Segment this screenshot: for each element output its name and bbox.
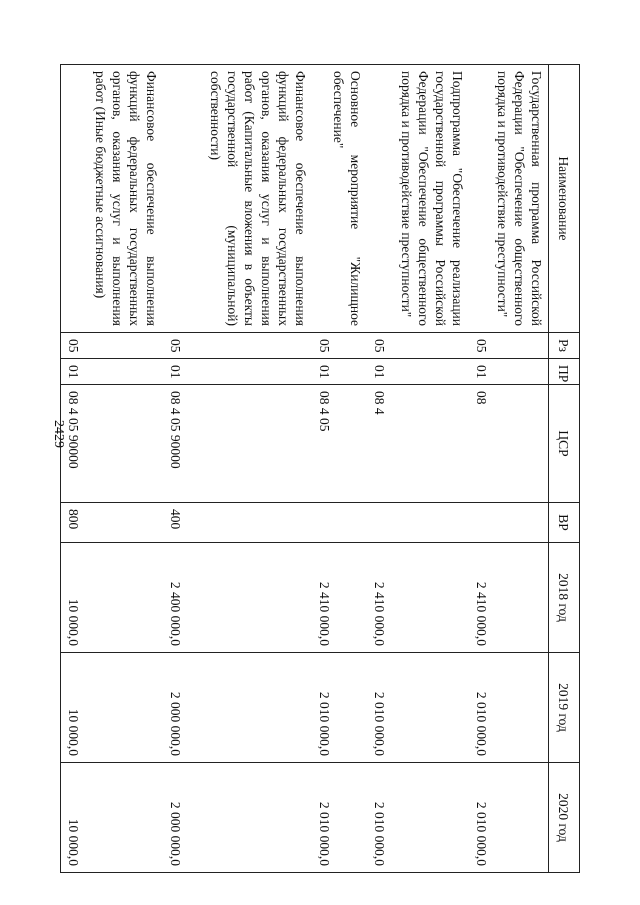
row-2019: 10 000,0 <box>61 653 164 763</box>
row-rz: 05 <box>312 333 367 359</box>
row-name: Основное мероприятие "Жилищное обеспечение" <box>312 65 367 333</box>
header-pr: ПР <box>549 359 580 385</box>
row-pr: 01 <box>469 359 548 385</box>
row-2019: 2 000 000,0 <box>163 653 312 763</box>
header-2018: 2018 год <box>549 543 580 653</box>
row-2018: 2 410 000,0 <box>469 543 548 653</box>
row-csr: 08 4 05 <box>312 385 367 503</box>
row-vr <box>469 503 548 543</box>
row-2020: 2 010 000,0 <box>312 763 367 873</box>
row-pr: 01 <box>61 359 164 385</box>
row-2019: 2 010 000,0 <box>312 653 367 763</box>
table-row <box>367 65 469 873</box>
row-2018: 10 000,0 <box>61 543 164 653</box>
page-number: 2429 <box>51 420 66 448</box>
row-2018: 2 400 000,0 <box>163 543 312 653</box>
row-vr: 800 <box>61 503 164 543</box>
table-row <box>163 65 312 873</box>
row-vr <box>367 503 469 543</box>
row-rz: 05 <box>163 333 312 359</box>
row-2020: 10 000,0 <box>61 763 164 873</box>
row-2020: 2 000 000,0 <box>163 763 312 873</box>
row-csr: 08 4 <box>367 385 469 503</box>
row-csr: 08 <box>469 385 548 503</box>
header-2020: 2020 год <box>549 763 580 873</box>
row-name: Подпрограмма "Обеспечение реализации государственной программы Российской Федерации "Обеспечение общественного порядка и противодействие преступности" <box>367 65 469 333</box>
row-2018: 2 410 000,0 <box>367 543 469 653</box>
row-pr: 01 <box>312 359 367 385</box>
row-rz: 05 <box>367 333 469 359</box>
row-2018: 2 410 000,0 <box>312 543 367 653</box>
table-row <box>61 65 164 873</box>
row-name: Финансовое обеспечение выполнения функций федеральных государственных органов, оказания услуг и выполнения работ (Капитальные вложения в объекты государственной (муниципальной) собственности) <box>163 65 312 333</box>
table-row <box>312 65 367 873</box>
header-csr: ЦСР <box>549 385 580 503</box>
row-rz: 05 <box>469 333 548 359</box>
row-2019: 2 010 000,0 <box>469 653 548 763</box>
budget-table <box>60 64 580 873</box>
header-name: Наименование <box>549 65 580 333</box>
row-2020: 2 010 000,0 <box>367 763 469 873</box>
header-2019: 2019 год <box>549 653 580 763</box>
budget-table-sheet <box>60 64 580 872</box>
row-2019: 2 010 000,0 <box>367 653 469 763</box>
row-csr: 08 4 05 90000 <box>163 385 312 503</box>
row-name: Финансовое обеспечение выполнения функций федеральных государственных органов, оказания услуг и выполнения работ (Иные бюджетные ассигнования) <box>61 65 164 333</box>
row-rz: 05 <box>61 333 164 359</box>
row-csr: 08 4 05 90000 <box>61 385 164 503</box>
row-name: Государственная программа Российской Федерации "Обеспечение общественного порядка и противодействие преступности" <box>469 65 548 333</box>
row-2020: 2 010 000,0 <box>469 763 548 873</box>
table-row <box>469 65 548 873</box>
row-vr <box>312 503 367 543</box>
row-pr: 01 <box>367 359 469 385</box>
row-pr: 01 <box>163 359 312 385</box>
header-rz: Рз <box>549 333 580 359</box>
row-vr: 400 <box>163 503 312 543</box>
table-header-row <box>549 65 580 873</box>
header-vr: ВР <box>549 503 580 543</box>
